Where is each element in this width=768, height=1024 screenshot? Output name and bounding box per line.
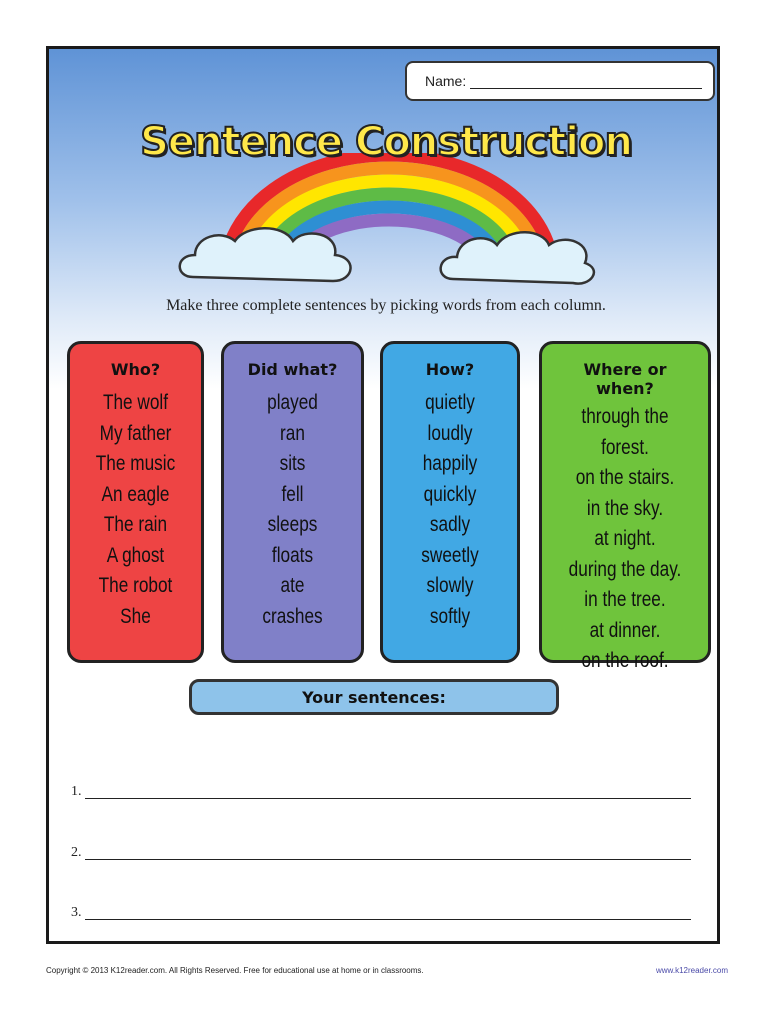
instructions-text: Make three complete sentences by picking words from each column. <box>166 297 606 314</box>
word-option: softly <box>429 604 471 628</box>
column-did-what <box>221 341 364 663</box>
word-option: sweetly <box>421 543 479 567</box>
word-option: on the roof. <box>581 649 669 672</box>
word-list <box>542 402 708 677</box>
column-header-line: when? <box>596 379 654 398</box>
sentence-line-2[interactable] <box>71 845 691 865</box>
sentence-line-3[interactable] <box>71 905 691 925</box>
line-number: 3. <box>71 905 82 920</box>
word-option: at night. <box>594 527 656 550</box>
worksheet-title: Sentence Construction <box>140 119 632 165</box>
line-number: 2. <box>71 845 82 860</box>
word-option: floats <box>271 543 314 567</box>
word-option: on the stairs. <box>575 466 675 489</box>
word-option: in the sky. <box>586 496 664 520</box>
cloud-left-graphic <box>173 219 359 291</box>
word-option: at dinner. <box>589 618 661 642</box>
word-list <box>383 388 517 632</box>
word-option: sits <box>279 452 306 475</box>
column-header-line: Where or <box>583 360 667 379</box>
word-list <box>70 388 201 632</box>
name-field[interactable] <box>405 61 715 101</box>
word-option: sleeps <box>267 513 318 536</box>
word-option: The robot <box>98 574 173 597</box>
word-option: played <box>267 391 318 414</box>
word-option: quietly <box>425 391 475 414</box>
word-option: during the day. <box>568 557 682 581</box>
word-option: She <box>120 604 151 628</box>
website-link[interactable]: www.k12reader.com <box>655 966 728 975</box>
word-option: fell <box>281 482 304 506</box>
column-header: How? <box>425 360 475 379</box>
word-option: through the forest. <box>581 405 669 459</box>
word-option: An eagle <box>101 482 170 506</box>
word-option: The music <box>95 452 176 475</box>
word-option: sadly <box>429 513 471 536</box>
word-option: slowly <box>426 574 474 597</box>
worksheet <box>46 46 720 944</box>
word-option: The wolf <box>102 391 169 414</box>
cloud-right-graphic <box>435 221 601 291</box>
column-where-or-when <box>539 341 711 672</box>
writing-line[interactable] <box>85 919 691 920</box>
word-option: happily <box>422 452 478 475</box>
writing-line[interactable] <box>85 798 691 799</box>
name-label: Name: <box>425 73 467 89</box>
word-option: ran <box>280 421 305 445</box>
sentence-line-1[interactable] <box>71 784 691 804</box>
column-header: Who? <box>110 360 161 379</box>
word-option: crashes <box>262 604 323 628</box>
your-sentences-banner: Your sentences: <box>189 679 559 715</box>
line-number: 1. <box>71 784 82 799</box>
name-blank-line[interactable] <box>470 74 702 89</box>
word-list <box>224 388 361 632</box>
word-option: quickly <box>423 482 477 506</box>
column-who <box>67 341 204 663</box>
word-option: A ghost <box>106 543 165 567</box>
column-how <box>380 341 520 663</box>
column-header: Did what? <box>247 360 338 379</box>
word-option: The rain <box>103 513 168 536</box>
column-header <box>542 360 708 398</box>
word-option: in the tree. <box>584 588 666 611</box>
writing-line[interactable] <box>85 859 691 860</box>
word-option: My father <box>99 421 172 445</box>
word-option: ate <box>280 574 305 597</box>
word-option: loudly <box>427 421 473 445</box>
copyright-text: Copyright © 2013 K12reader.com. All Rights Reserved. Free for educational use at home or in classrooms. <box>46 966 424 975</box>
